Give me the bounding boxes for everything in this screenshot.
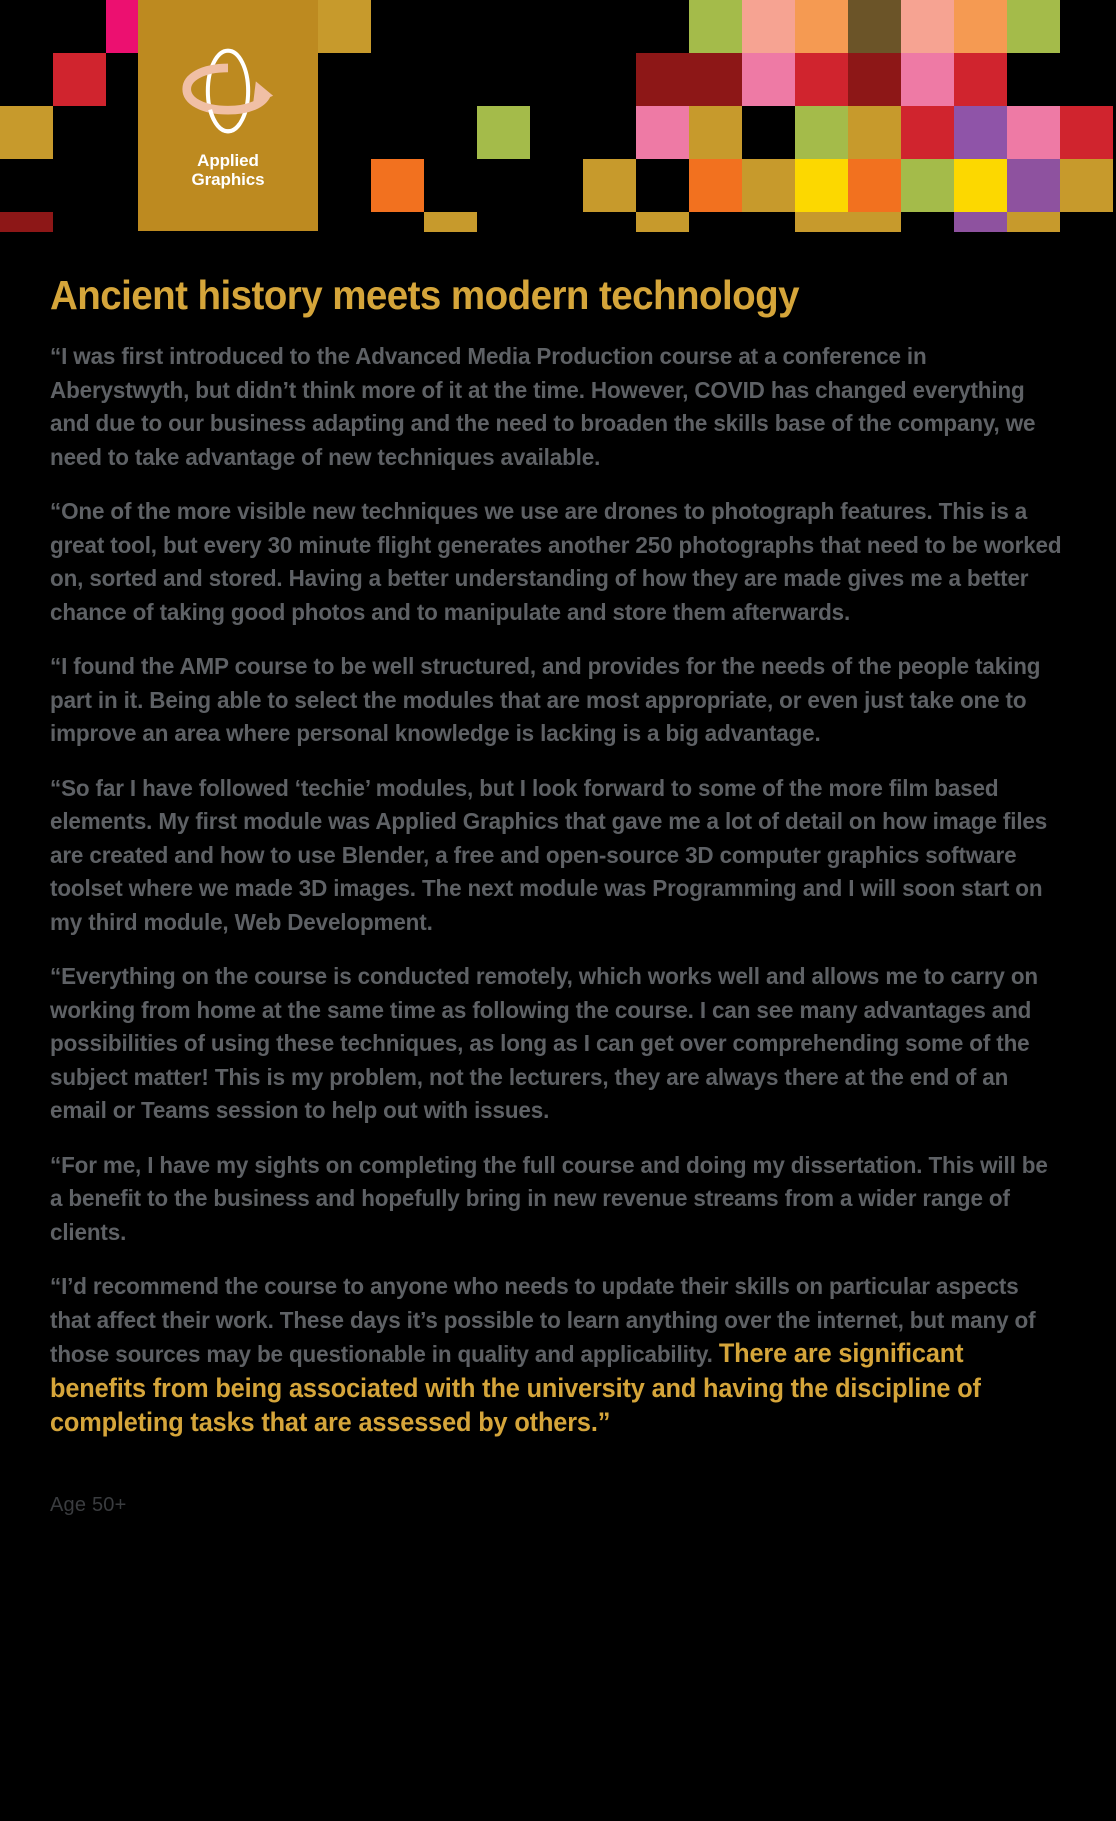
mosaic-cell [1060,106,1113,159]
quote-paragraph-3: “I found the AMP course to be well structured, and provides for the needs of the people taking part in it. Being able to select the modules that are most appropriate, or even just take one to improve an area where personal knowledge is lacking is a big advantage. [50,653,1041,746]
mosaic-cell [689,53,742,106]
rotating-sphere-icon [180,43,276,139]
mosaic-cell [901,106,954,159]
mosaic-cell [424,212,477,232]
mosaic-cell [318,0,371,53]
mosaic-cell [689,0,742,53]
final-paragraph-highlight: There are significant benefits from being associated with the university and having the discipline of completing tasks that are assessed by others.” [50,1338,981,1437]
mosaic-cell [901,159,954,212]
logo-caption-line-1: Applied [197,151,259,170]
mosaic-cell [1007,0,1060,53]
mosaic-cell [1007,159,1060,212]
page-title: Ancient history meets modern technology [50,272,799,318]
mosaic-cell [742,0,795,53]
mosaic-cell [1007,106,1060,159]
quote-paragraph-7 [50,1270,1062,1441]
mosaic-cell [795,106,848,159]
applied-graphics-logo-tile [138,0,318,231]
mosaic-cell [53,53,106,106]
quote-paragraph-5: “Everything on the course is conducted remotely, which works well and allows me to carry on working from home at the same time as following the course. I can see many advantages and possibilities of using these techniques, as long as I can get over comprehending some of the subject matter! This is my problem, not the lecturers, they are always there at the end of an email or Teams session to help out with issues. [50,963,1038,1123]
mosaic-cell [0,106,53,159]
mosaic-cell [636,53,689,106]
mosaic-cell [795,159,848,212]
header-mosaic-banner [0,0,1116,232]
mosaic-cell [742,159,795,212]
mosaic-cell [689,159,742,212]
logo-caption [192,151,265,189]
mosaic-cell [742,53,795,106]
mosaic-cell [0,0,53,53]
mosaic-cell [583,159,636,212]
quote-paragraph-4: “So far I have followed ‘techie’ modules, but I look forward to some of the more film based elements. My first module was Applied Graphics that gave me a lot of detail on how image files are created and how to use Blender, a free and open-source 3D computer graphics software toolset where we made 3D images. The next module was Programming and I will soon start on my third module, Web Development. [50,774,1048,935]
mosaic-cell [954,53,1007,106]
mosaic-cell [795,53,848,106]
mosaic-cell [954,106,1007,159]
article-body [0,232,1116,1517]
mosaic-cell [901,53,954,106]
mosaic-cell [795,0,848,53]
mosaic-cell [848,0,901,53]
mosaic-cell [636,212,689,232]
mosaic-cell [0,212,53,232]
mosaic-cell [689,106,742,159]
quote-paragraph-2: “One of the more visible new techniques we use are drones to photograph features. This is a great tool, but every 30 minute flight generates another 250 photographs that need to be worked on, sorted and stored. Having a better understanding of how they are made gives me a better chance of taking good photos and to manipulate and store them afterwards. [50,498,1062,625]
mosaic-cell [954,212,1007,232]
mosaic-cell [795,212,848,232]
mosaic-cell [954,0,1007,53]
mosaic-cell [1007,212,1060,232]
mosaic-cell [848,212,901,232]
mosaic-cell [477,106,530,159]
mosaic-cell [848,159,901,212]
logo-caption-line-2: Graphics [191,170,265,189]
mosaic-cell [1060,159,1113,212]
mosaic-cell [954,159,1007,212]
mosaic-cell [371,159,424,212]
quote-paragraph-6: “For me, I have my sights on completing the full course and doing my dissertation. This will be a benefit to the business and hopefully bring in new revenue streams from a wider range of clients. [50,1151,1048,1245]
final-paragraph-lead: “I’d recommend the course to anyone who needs to update their skills on particular aspects that affect their work. These days it’s possible to learn anything over the internet, but many of those sources may be questionable in quality and applicability. [50,1273,1036,1367]
age-bracket-note: Age 50+ [50,1493,127,1516]
mosaic-cell [636,106,689,159]
mosaic-cell [901,0,954,53]
mosaic-cell [848,106,901,159]
quote-paragraph-1: “I was first introduced to the Advanced Media Production course at a conference in Aberystwyth, but didn’t think more of it at the time. However, COVID has changed everything and due to our business adapting and the need to broaden the skills base of the company, we need to take advantage of new techniques available. [50,343,1036,470]
mosaic-cell [848,53,901,106]
